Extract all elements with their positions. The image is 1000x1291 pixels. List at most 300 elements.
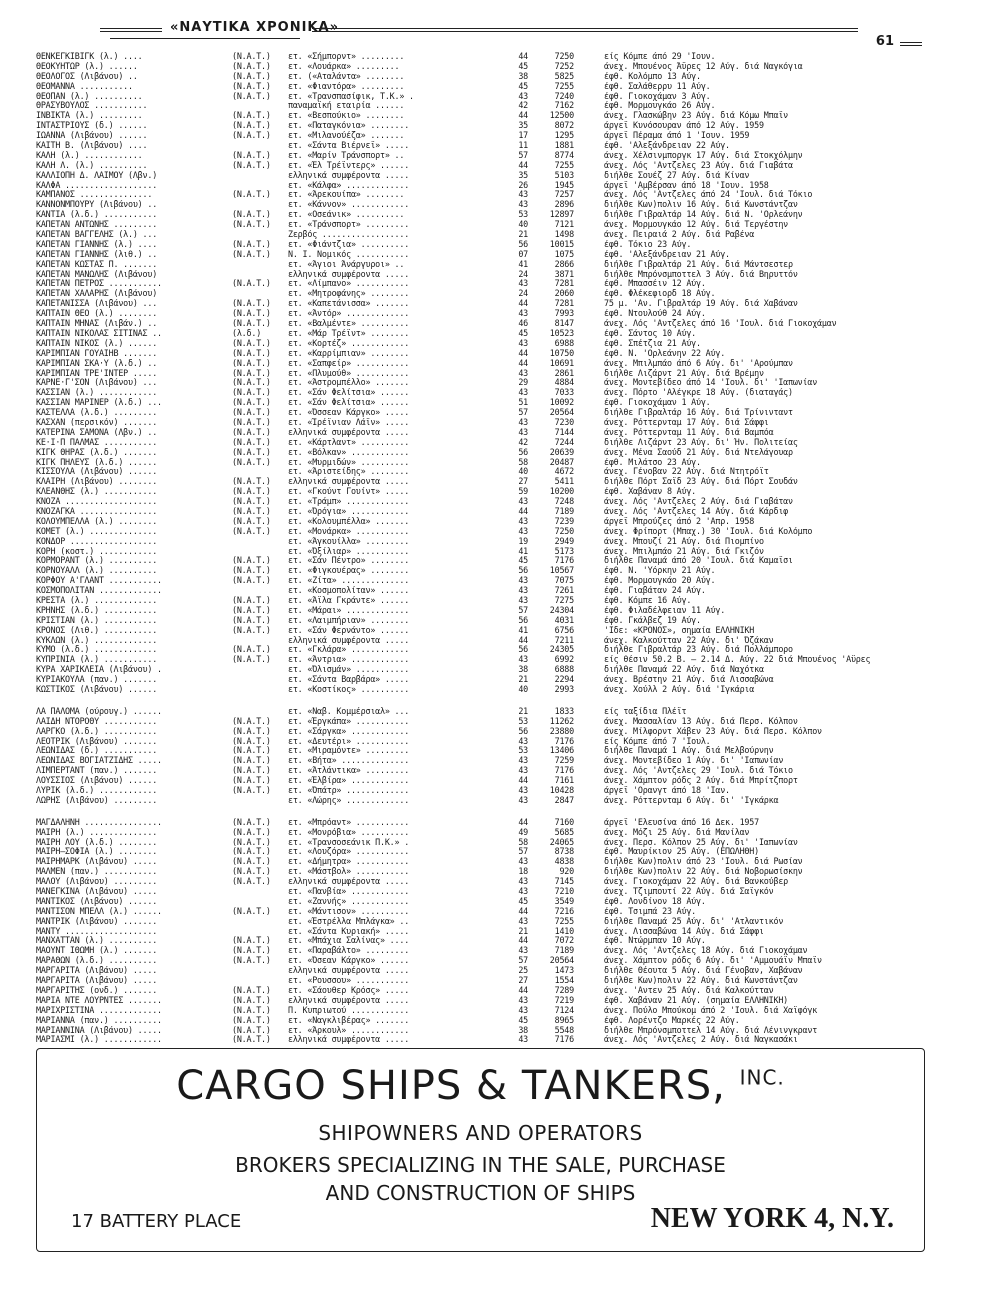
- build-year: 44: [518, 776, 528, 786]
- column-gap: [574, 428, 604, 438]
- owner-agent: Ζερβός ..................: [288, 230, 410, 240]
- status-report: άνεχ. Πόρτο 'Αλέγκρε 18 Αύγ. (διαταγάς): [604, 388, 793, 398]
- column-gap: [574, 1035, 604, 1045]
- column-gap: [574, 818, 604, 828]
- owner-agent: ετ. «Κοσμοπολίταν» ......: [288, 586, 410, 596]
- flag-code: (N.A.T.): [232, 827, 271, 837]
- tonnage: 7072: [554, 936, 574, 946]
- status-report: άνεχ. Χάμπτον ρόδς 2 Αύγ. διά Μπρίτζπορτ: [604, 776, 798, 786]
- status-report: άνεχ. Βρέστην 21 Αύγ. διά Λισσαβώνα: [604, 675, 774, 685]
- build-year: 21: [518, 926, 528, 936]
- column-gap: [574, 847, 604, 857]
- ship-name: ΜΑΙΡΗ—ΣΟΦΙΑ (λ.) ........: [36, 847, 158, 857]
- tonnage: 2866: [554, 259, 574, 269]
- build-year: 43: [518, 595, 528, 605]
- owner-agent: ετ. «Παραβάλτο» .........: [288, 946, 410, 956]
- status-report: άνεχ. Μένα Σαούδ 21 Αύγ. διά Ντελάγουαρ: [604, 447, 793, 457]
- column-gap: [574, 527, 604, 537]
- owner-agent: ετ. «Ίρέϊνιαν Λάϊν» .....: [288, 417, 410, 427]
- flag-code: (N.A.T.): [232, 716, 271, 726]
- flag-code: (N.A.T.): [232, 388, 271, 398]
- status-report: διήλθε Θέουτα 5 Αύγ. διά Γένοβαν, Χαβάναν: [604, 966, 803, 976]
- ship-name: ΚΟΡΜΟΡΑΝΤ (λ.) ..........: [36, 556, 158, 566]
- tonnage: 7257: [554, 190, 574, 200]
- owner-agent: ετ. «Βήτα» ..............: [288, 756, 410, 766]
- owner-agent: ετ. «Μπάχια Σαλίνας» ....: [288, 936, 410, 946]
- status-report: έφθ. Μπασσέιν 12 Αύγ.: [604, 279, 706, 289]
- ledger-row: [36, 966, 951, 976]
- status-report: άνεχ. Λός 'Αντζελες 14 Αύγ. διά Κάρδιφ: [604, 506, 789, 516]
- build-year: 27: [518, 477, 528, 487]
- column-gap: [574, 616, 604, 626]
- build-year: 46: [518, 319, 528, 329]
- flag-code: [232, 101, 288, 111]
- ship-name: ΚΡΗΝΗΣ (λ.δ.) ...........: [36, 605, 158, 615]
- owner-agent: ετ. «Σάντα Κυριακή» .....: [288, 926, 410, 936]
- tonnage: 2949: [554, 536, 574, 546]
- column-gap: [574, 72, 604, 82]
- build-year: 43: [518, 1035, 528, 1045]
- tonnage: 8774: [554, 150, 574, 160]
- build-year: 35: [518, 121, 528, 131]
- build-year: 41: [518, 625, 528, 635]
- column-gap: [574, 717, 604, 727]
- ledger-row: [36, 527, 951, 537]
- ledger-row: [36, 626, 951, 636]
- column-gap: [574, 270, 604, 280]
- ledger-row: [36, 556, 951, 566]
- owner-agent: ετ. «Ζαννής» ............: [288, 896, 410, 906]
- owner-agent: ετ. «Μαρίν Τράνσπορτ» ..: [288, 150, 405, 160]
- flag-code: [232, 586, 288, 596]
- status-report: διήλθε Πόρτ Σαΐδ 23 Αύγ. διά Πόρτ Σουδάν: [604, 477, 798, 487]
- status-report: έφθ. Γιοκοχάμαν 1 Αύγ.: [604, 398, 711, 408]
- owner-agent: ετ. «Όπάτρ» .............: [288, 786, 410, 796]
- column-gap: [574, 996, 604, 1006]
- status-report: έφθ. Ντουλούθ 24 Αύγ.: [604, 309, 706, 319]
- build-year: 57: [518, 847, 528, 857]
- build-year: 53: [518, 716, 528, 726]
- ledger-row: [36, 131, 951, 141]
- status-report: άνεχ. Μοντεβίδεο 1 Αύγ. δι' 'Ιαπωνίαν: [604, 756, 784, 766]
- ledger-row: [36, 141, 951, 151]
- tonnage: 2060: [554, 289, 574, 299]
- build-year: 43: [518, 995, 528, 1005]
- ship-name: ΚΥΠΡΙΝΙΑ (λ.) ...........: [36, 655, 158, 665]
- column-gap: [574, 279, 604, 289]
- owner-agent: ετ. «Μονρόβια» ..........: [288, 827, 410, 837]
- flag-code: (N.A.T.): [232, 906, 271, 916]
- ship-name: ΚΛΑΙΡΗ (Λιβάνου) ........: [36, 477, 158, 487]
- ship-name: ΜΑΙΡΗΜΑΡΚ (Λιβάνου) .....: [36, 857, 158, 867]
- flag-code: [232, 685, 288, 695]
- ship-name: ΜΑΝΤΙΚΟΣ (Λιβάνου) ......: [36, 896, 158, 906]
- tonnage: 1410: [554, 926, 574, 936]
- owner-agent: ετ. «Μιλανούέζα» .......: [288, 131, 405, 141]
- ledger-row: [36, 349, 951, 359]
- tonnage: 5825: [554, 71, 574, 81]
- flag-code: [232, 636, 288, 646]
- column-gap: [574, 645, 604, 655]
- flag-code: (N.A.T.): [232, 348, 271, 358]
- ship-name: ΚΟΣΜΟΠΟΛΙΤΑΝ .............: [36, 586, 162, 596]
- column-gap: [574, 737, 604, 747]
- ship-name: ΛΕΟΤΡΙΚ (Λιβάνου) .......: [36, 736, 158, 746]
- flag-code: [232, 917, 288, 927]
- ledger-row: [36, 487, 951, 497]
- status-report: έφθ. Γκάλβεζ 19 Αύγ.: [604, 615, 701, 625]
- column-gap: [574, 547, 604, 557]
- ledger-row: [36, 181, 951, 191]
- column-gap: [574, 576, 604, 586]
- build-year: 17: [518, 131, 528, 141]
- ledger-row: [36, 329, 951, 339]
- owner-agent: ετ. «Σάντα Βαρβάρα» .....: [288, 675, 410, 685]
- status-report: διήλθε Παναμά 1 Αύγ. διά Μελβούρνην: [604, 746, 774, 756]
- build-year: 56: [518, 566, 528, 576]
- owner-agent: ελληνικά συμφέροντα .....: [288, 477, 410, 487]
- status-report: διήλθε Παναμά άπό 20 'Ιουλ. διά Καμαϊσι: [604, 556, 793, 566]
- owner-agent: ετ. «Άτλάντικα» .........: [288, 766, 410, 776]
- tonnage: 1554: [554, 976, 574, 986]
- ledger-row: [36, 956, 951, 966]
- column-gap: [574, 309, 604, 319]
- ledger-row: [36, 378, 951, 388]
- flag-code: [232, 707, 288, 717]
- ledger-row: [36, 586, 951, 596]
- ship-name: ΚΑΣΧΑΝ (περσικόν) .......: [36, 417, 158, 427]
- status-report: άνεχ. Χούλλ 2 Αύγ. διά 'Ιγκάρια: [604, 685, 755, 694]
- column-gap: [574, 936, 604, 946]
- ledger-row: [36, 1035, 951, 1045]
- status-report: διήλθε Κων)πολιν άπό 23 'Ιουλ. διά Ρωσίαν: [604, 857, 803, 867]
- ledger-row: [36, 111, 951, 121]
- ship-name: ΛΑ ΠΑΛΟΜΑ (ούρουγ.) ......: [36, 706, 162, 716]
- flag-code: (N.A.T.): [232, 160, 271, 170]
- ledger-row: [36, 418, 951, 428]
- status-report: άνεχ. Πειραιά 2 Αύγ. διά Ραβένα: [604, 230, 755, 240]
- column-gap: [574, 210, 604, 220]
- flag-code: (N.A.T.): [232, 457, 271, 467]
- title-underline: [110, 38, 300, 39]
- owner-agent: ετ. «Άγκουίλλα» .........: [288, 536, 410, 546]
- owner-agent: ετ. «Κάρτλαντ» ..........: [288, 437, 410, 447]
- ledger-row: [36, 448, 951, 458]
- flag-code: (N.A.T.): [232, 736, 271, 746]
- ship-name: ΚΟΡΦΟΥ Α'ΓΛΑΝΤ ...........: [36, 576, 162, 586]
- flag-code: (N.A.T.): [232, 91, 271, 101]
- ledger-row: [36, 72, 951, 82]
- flag-code: (N.A.T.): [232, 645, 271, 655]
- flag-code: [232, 537, 288, 547]
- build-year: 43: [518, 887, 528, 897]
- owner-agent: ετ. «Τρανσπασίφικ, Τ.Κ.» .: [288, 91, 414, 101]
- tonnage: 6888: [554, 665, 574, 675]
- build-year: 57: [518, 150, 528, 160]
- tonnage: 4031: [554, 615, 574, 625]
- build-year: 44: [518, 906, 528, 916]
- status-report: άνεχ. Τζιμπουτί 22 Αύγ. διά Σαϊγκόν: [604, 887, 774, 897]
- owner-agent: ετ. «Έλ Τρέϊντερς» ......: [288, 160, 410, 170]
- ledger-row: [36, 388, 951, 398]
- column-gap: [574, 556, 604, 566]
- tonnage: 7033: [554, 388, 574, 398]
- build-year: 44: [518, 160, 528, 170]
- tonnage: 11262: [549, 716, 574, 726]
- status-report: άνεχ. Λός 'Αντζελες 2 Αύγ. διά Ναγκασάκι: [604, 1035, 798, 1045]
- flag-code: (N.A.T.): [232, 746, 271, 756]
- status-report: άργεϊ 'Ελευσίνα άπό 16 Δεκ. 1957: [604, 817, 759, 827]
- build-year: 43: [518, 655, 528, 665]
- ship-name: ΛΩΡΗΣ (Λιβάνου) .........: [36, 795, 158, 805]
- tonnage: 7216: [554, 906, 574, 916]
- build-year: 43: [518, 756, 528, 766]
- ad-address: 17 BATTERY PLACE: [71, 1211, 242, 1232]
- owner-agent: ετ. «Μάστβολ» ...........: [288, 867, 410, 877]
- flag-code: (N.A.T.): [232, 837, 271, 847]
- owner-agent: ετ. «Ναβ. Κομμέρσιαλ» ...: [288, 706, 410, 716]
- tonnage: 5548: [554, 1025, 574, 1035]
- column-gap: [574, 756, 604, 766]
- ledger-row: [36, 606, 951, 616]
- ship-name: ΚΟΡΗ (κοστ.) ............: [36, 546, 158, 556]
- tonnage: 7219: [554, 995, 574, 1005]
- flag-code: (N.A.T.): [232, 131, 271, 141]
- ledger-row: [36, 309, 951, 319]
- build-year: 26: [518, 180, 528, 190]
- column-gap: [574, 260, 604, 270]
- tonnage: 6988: [554, 338, 574, 348]
- owner-agent: ετ. «Άρκουλ» ............: [288, 1025, 410, 1035]
- build-year: 43: [518, 200, 528, 210]
- tonnage: 7124: [554, 1005, 574, 1015]
- column-gap: [574, 369, 604, 379]
- owner-agent: ελληνικά συμφέροντα .....: [288, 170, 410, 180]
- owner-agent: ετ. «Ναγκλιβέρας» .......: [288, 1015, 410, 1025]
- owner-agent: ελληνικά συμφέροντα .....: [288, 1035, 410, 1045]
- owner-agent: ετ. «Γκλάρα» ............: [288, 645, 410, 655]
- ledger-row: [36, 877, 951, 887]
- ship-name: ΚΑΛΦΑ ...................: [36, 180, 158, 190]
- ledger-row: [36, 746, 951, 756]
- owner-agent: Ν. Ι. Νομικός ...........: [288, 249, 410, 259]
- column-gap: [574, 838, 604, 848]
- tonnage: 6992: [554, 655, 574, 665]
- ship-name: ΛΥΡΙΚ (λ.δ.) ............: [36, 786, 158, 796]
- column-gap: [574, 976, 604, 986]
- build-year: 43: [518, 1005, 528, 1015]
- ship-name: ΚΑΠΕΤΑΝ ΜΑΝΩΛΗΣ (Λιβάνου): [36, 269, 158, 279]
- ship-name: ΜΑΝΤΡΙΚ (Λιβάνου) .......: [36, 916, 158, 926]
- status-report: είς ταξίδια Πλέϊτ: [604, 706, 687, 716]
- build-year: 45: [518, 896, 528, 906]
- tonnage: 7993: [554, 309, 574, 319]
- owner-agent: ετ. «Κορτέζ» ............: [288, 338, 410, 348]
- status-report: άνεχ. Λός 'Αντζελες 18 Αύγ. διά Γιοκοχάμαν: [604, 946, 808, 956]
- build-year: 58: [518, 837, 528, 847]
- build-year: 27: [518, 976, 528, 986]
- tonnage: 10092: [549, 398, 574, 408]
- flag-code: (N.A.T.): [232, 477, 271, 487]
- ship-name: ΜΑΛΜΕΝ (παν.) ...........: [36, 867, 158, 877]
- flag-code: (N.A.T.): [232, 985, 271, 995]
- ship-name: ΜΑΝΤΥ ...................: [36, 926, 158, 936]
- ledger-row: [36, 101, 951, 111]
- flag-code: [232, 966, 288, 976]
- owner-agent: ετ. «Μυρμιδών» ..........: [288, 457, 410, 467]
- column-gap: [574, 897, 604, 907]
- owner-agent: ετ. «Όσεαν Κάργκο» ......: [288, 956, 410, 966]
- tonnage: 7144: [554, 427, 574, 437]
- column-gap: [574, 1026, 604, 1036]
- tonnage: 20564: [549, 408, 574, 418]
- status-report: άνεχ. Μπουζί 21 Αύγ. διά Πιομπίνο: [604, 536, 764, 546]
- ship-name: ΜΑΡΙΑ ΝΤΕ ΛΟΥΡΝΤΕΣ .......: [36, 995, 162, 1005]
- tonnage: 12897: [549, 210, 574, 220]
- tonnage: 5103: [554, 170, 574, 180]
- status-report: έφθ. Τσιμπά 23 Αύγ.: [604, 906, 697, 916]
- owner-agent: ετ. («Αταλάντα» ........: [288, 71, 405, 81]
- build-year: 59: [518, 487, 528, 497]
- ship-name: ΚΑΛΗ Λ. (λ.) ..........: [36, 160, 148, 170]
- column-gap: [574, 181, 604, 191]
- build-year: 53: [518, 210, 528, 220]
- status-report: άργεϊ Κυνόσουραν άπό 12 Αύγ. 1959: [604, 121, 764, 131]
- ship-name: ΚΝΟΖΑΓΚΑ ................: [36, 506, 158, 516]
- build-year: 43: [518, 736, 528, 746]
- tonnage: 7145: [554, 877, 574, 887]
- build-year: 43: [518, 309, 528, 319]
- tonnage: 7259: [554, 756, 574, 766]
- flag-code: (N.A.T.): [232, 338, 271, 348]
- column-gap: [574, 359, 604, 369]
- ship-name: ΚΑΛΗ (λ.) ............: [36, 150, 143, 160]
- status-report: έφθ. Γιαβάταν 24 Αύγ.: [604, 586, 706, 596]
- ship-name: ΚΑΠΤΑΙΝ ΝΙΚΟΣ (λ.) ......: [36, 338, 158, 348]
- build-year: 21: [518, 706, 528, 716]
- tonnage: 7161: [554, 776, 574, 786]
- owner-agent: Π. Κυπριωτού ............: [288, 1005, 410, 1015]
- column-gap: [574, 151, 604, 161]
- flag-code: (N.A.T.): [232, 239, 271, 249]
- owner-agent: ετ. «Πλυμούθ» ...........: [288, 368, 410, 378]
- build-year: 57: [518, 605, 528, 615]
- ledger-row: [36, 756, 951, 766]
- ship-name: ΚΥΡΙΑΚΟΥΛΑ (παν.) .......: [36, 675, 158, 685]
- status-report: διήλθε Γιβραλτάρ 23 Αύγ. διά Πολλάμπορο: [604, 645, 793, 655]
- ledger-row: [36, 121, 951, 131]
- ledger-row: [36, 996, 951, 1006]
- ship-name: ΜΑΝΤΙΣΟΝ ΜΠΕΛΛ (λ.) ......: [36, 906, 162, 916]
- flag-code: (N.A.T.): [232, 497, 271, 507]
- column-gap: [574, 986, 604, 996]
- column-gap: [574, 319, 604, 329]
- flag-code: (N.A.T.): [232, 1025, 271, 1035]
- status-report: έφθ. Χαβάναν 8 Αύγ.: [604, 487, 697, 497]
- owner-agent: ετ. «Βεσπούκιο» ........: [288, 111, 405, 121]
- status-report: άνεχ. Λισσαβώνα 14 Αύγ. διά Σάφφι: [604, 926, 764, 936]
- tonnage: 7255: [554, 160, 574, 170]
- ledger-row: [36, 566, 951, 576]
- owner-agent: ετ. «Καρρίμπιαν» ........: [288, 348, 410, 358]
- status-report: άνεχ. Λός 'Αντζελες 23 Αύγ. διά Γιαβάτα: [604, 160, 793, 170]
- tonnage: 2861: [554, 368, 574, 378]
- ship-name: ΜΑΡΓΑΡΙΤΗΣ (ονδ.) .......: [36, 985, 158, 995]
- ledger-row: [36, 897, 951, 907]
- owner-agent: ετ. «Δευτέρι» ...........: [288, 736, 410, 746]
- tonnage: 920: [559, 867, 574, 877]
- build-year: 21: [518, 675, 528, 685]
- tonnage: 7210: [554, 887, 574, 897]
- ship-name: ΜΑΡΓΑΡΙΤΑ (Λιβάνου) .....: [36, 966, 158, 976]
- status-report: έφθ. Τόκιο 23 Αύγ.: [604, 239, 692, 249]
- ledger-row: [36, 210, 951, 220]
- tonnage: 1075: [554, 249, 574, 259]
- ledger-row: [36, 717, 951, 727]
- column-gap: [574, 606, 604, 616]
- tonnage: 10015: [549, 239, 574, 249]
- ship-name: ΜΑΙΡΗ ΛΟΥ (λ.δ.) ........: [36, 837, 158, 847]
- ledger-row: [36, 319, 951, 329]
- ship-name: ΘΕΟΜΑΝΝΑ ...........: [36, 81, 133, 91]
- tonnage: 7255: [554, 81, 574, 91]
- ledger-row: [36, 467, 951, 477]
- ledger-row: [36, 645, 951, 655]
- flag-code: (N.A.T.): [232, 566, 271, 576]
- tonnage: 7176: [554, 766, 574, 776]
- ship-name: ΚΟΡΝΟΥΑΛΛ (λ.) ..........: [36, 566, 158, 576]
- ship-name: ΚΑΡΙΜΠΙΑΝ ΣΚΑ·Υ (λ.δ.) ..: [36, 358, 158, 368]
- ship-name: ΚΑΝΝΟΝΜΠΟΥΡΥ (Λιβάνου) ..: [36, 200, 158, 210]
- owner-agent: ετ. «Άντόρ» .............: [288, 309, 410, 319]
- tonnage: 7240: [554, 91, 574, 101]
- column-gap: [574, 62, 604, 72]
- ship-name: ΜΑΡΙΑΝΝΑ (παν.) ..........: [36, 1015, 162, 1025]
- flag-code: (N.A.T.): [232, 319, 271, 329]
- owner-agent: ετ. «Λώρης» .............: [288, 795, 410, 805]
- tonnage: 7176: [554, 736, 574, 746]
- owner-agent: ετ. «Σάν Πέντρο» ........: [288, 556, 410, 566]
- column-gap: [574, 1006, 604, 1016]
- column-gap: [574, 477, 604, 487]
- tonnage: 2847: [554, 795, 574, 805]
- ship-name: ΘΡΑΣΥΒΟΥΛΟΣ ...........: [36, 101, 148, 111]
- owner-agent: ελληνικά συμφέροντα .....: [288, 877, 410, 887]
- column-gap: [574, 586, 604, 596]
- ledger-row: [36, 665, 951, 675]
- ship-name: ΚΡΙΣΤΙΑΝ (λ.) ...........: [36, 615, 158, 625]
- status-report: άνεχ. Γιοκοχάμαν 22 Αύγ. διά Βανκούβερ: [604, 877, 789, 887]
- flag-code: [232, 976, 288, 986]
- owner-agent: ελληνικά συμφέροντα .....: [288, 995, 410, 1005]
- ledger-row: [36, 766, 951, 776]
- build-year: 56: [518, 447, 528, 457]
- build-year: 44: [518, 111, 528, 121]
- build-year: 42: [518, 101, 528, 111]
- ledger-row: [36, 230, 951, 240]
- owner-agent: ετ. «Καπετάνισσα» .......: [288, 299, 410, 309]
- owner-agent: ετ. «Τράνσπορτ» .........: [288, 220, 410, 230]
- status-report: έφθ. Κόμπε 16 Αύγ.: [604, 595, 692, 605]
- ship-name: ΚΑΠΕΤΑΝ ΓΙΑΝΝΗΣ (λιθ.) ..: [36, 249, 158, 259]
- status-report: άνεχ. 'Αντεν 25 Αύγ. διά Καλκούτταν: [604, 985, 774, 995]
- tonnage: 7230: [554, 417, 574, 427]
- tonnage: 5411: [554, 477, 574, 487]
- flag-code: [232, 887, 288, 897]
- tonnage: 20639: [549, 447, 574, 457]
- ship-name: ΘΕΝΚΕΓΚΙΒΙΓΚ (λ.) ....: [36, 52, 143, 61]
- ledger-row: [36, 776, 951, 786]
